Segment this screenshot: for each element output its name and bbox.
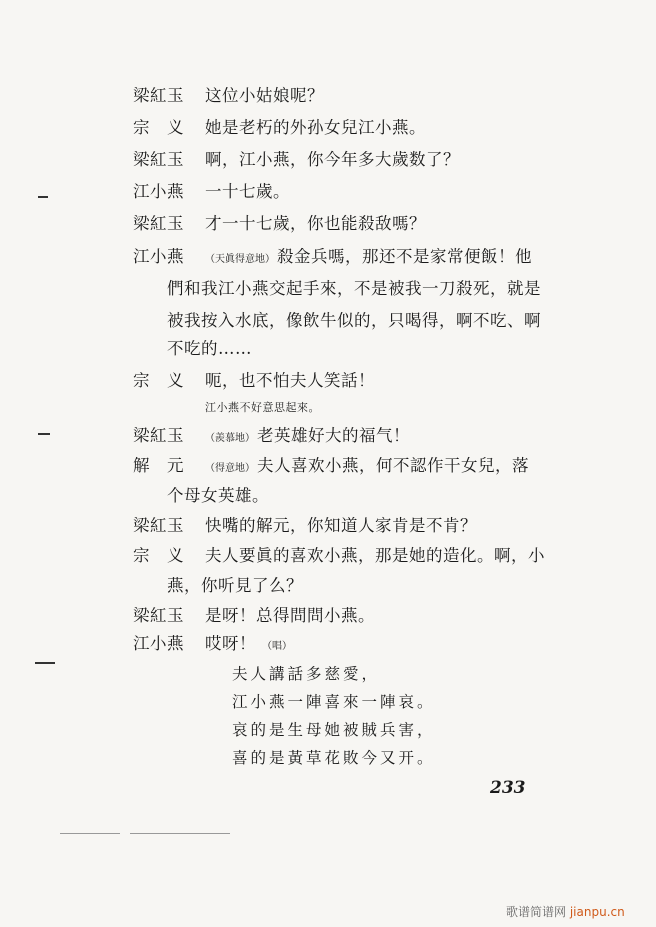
line-text: 个母女英雄。: [167, 486, 269, 505]
speaker-name: 宗 义: [133, 546, 184, 565]
dialogue-line: [205, 371, 375, 391]
stage-direction: [205, 398, 320, 418]
stage-direction: （天眞得意地）: [205, 254, 275, 265]
line-text: 燕，你听見了么？: [167, 576, 303, 595]
line-text: 这位小姑娘呢？: [205, 86, 324, 105]
line-text: 啊，江小燕，你今年多大歲数了？: [205, 150, 460, 169]
speaker-name: 宗 义: [133, 118, 184, 137]
scan-mark: [38, 196, 48, 198]
dialogue-line: [167, 576, 303, 596]
dialogue-line: [205, 118, 426, 138]
dialogue-line: [205, 182, 290, 202]
line-text: 是呀！总得問問小燕。: [205, 606, 375, 625]
line-text: 一十七歲。: [205, 182, 290, 201]
speaker-name: 梁紅玉: [133, 214, 184, 233]
dialogue-line: [167, 311, 541, 331]
line-text: 快嘴的解元，你知道人家肯是不肯？: [205, 516, 477, 535]
speaker-name: 梁紅玉: [133, 606, 184, 625]
scan-mark: [38, 433, 50, 435]
speaker-name: 梁紅玉: [133, 426, 184, 445]
verse-line: 喜的是黃草花敗今又开。: [232, 749, 436, 767]
line-text: 她是老朽的外孙女兒江小燕。: [205, 118, 426, 137]
line-text: 夫人喜欢小燕，何不認作干女兒，落: [257, 456, 529, 475]
watermark-site: 歌谱简谱网: [506, 905, 567, 919]
dialogue-line: [167, 279, 541, 299]
verse-line: 哀的是生母她被賊兵害，: [232, 721, 436, 739]
watermark: [506, 903, 625, 920]
dialogue-line: [205, 456, 529, 479]
speaker-name: 梁紅玉: [133, 150, 184, 169]
dialogue-line: [205, 634, 294, 657]
line-text: 老英雄好大的福气！: [257, 426, 410, 445]
dialogue-line: [205, 516, 477, 536]
watermark-url: jianpu.cn: [569, 905, 625, 919]
speaker-name: 梁紅玉: [133, 86, 184, 105]
line-text: 不吃的……: [167, 339, 252, 358]
speaker-name: 宗 义: [133, 371, 184, 390]
speaker-name: 解 元: [133, 456, 184, 475]
line-text: 江小燕不好意思起來。: [205, 401, 320, 414]
dialogue-line: [205, 426, 410, 449]
speaker-name: 江小燕: [133, 634, 184, 653]
speaker-name: 江小燕: [133, 247, 184, 266]
scan-mark: [130, 833, 230, 834]
dialogue-line: [205, 247, 532, 270]
dialogue-line: [167, 486, 269, 506]
verse-line: 江小燕一陣喜來一陣哀。: [232, 693, 436, 711]
line-text: 被我按入水底，像飲牛似的，只喝得，啊不吃、啊: [167, 311, 541, 330]
speaker-name: 江小燕: [133, 182, 184, 201]
line-text: 呃，也不怕夫人笑話！: [205, 371, 375, 390]
stage-direction: （羨慕地）: [205, 433, 255, 444]
scan-mark: [60, 833, 120, 834]
speaker-name: 梁紅玉: [133, 516, 184, 535]
verse-line: 夫人講話多慈愛，: [232, 665, 381, 683]
line-text: 才一十七歲，你也能殺敌嗎？: [205, 214, 426, 233]
dialogue-line: [167, 339, 252, 359]
line-text: 夫人要眞的喜欢小燕，那是她的造化。啊，小: [205, 546, 545, 565]
page-number: 233: [490, 778, 526, 798]
scan-mark: [35, 662, 55, 664]
dialogue-line: [205, 546, 545, 566]
dialogue-line: [205, 606, 375, 626]
line-text: 哎呀！: [205, 634, 256, 653]
dialogue-line: [205, 86, 324, 106]
dialogue-line: [205, 214, 426, 234]
line-text: 殺金兵嗎，那还不是家常便飯！他: [277, 247, 532, 266]
stage-direction: （唱）: [262, 641, 292, 652]
dialogue-line: [205, 150, 460, 170]
line-text: 們和我江小燕交起手來，不是被我一刀殺死，就是: [167, 279, 541, 298]
stage-direction: （得意地）: [205, 463, 255, 474]
